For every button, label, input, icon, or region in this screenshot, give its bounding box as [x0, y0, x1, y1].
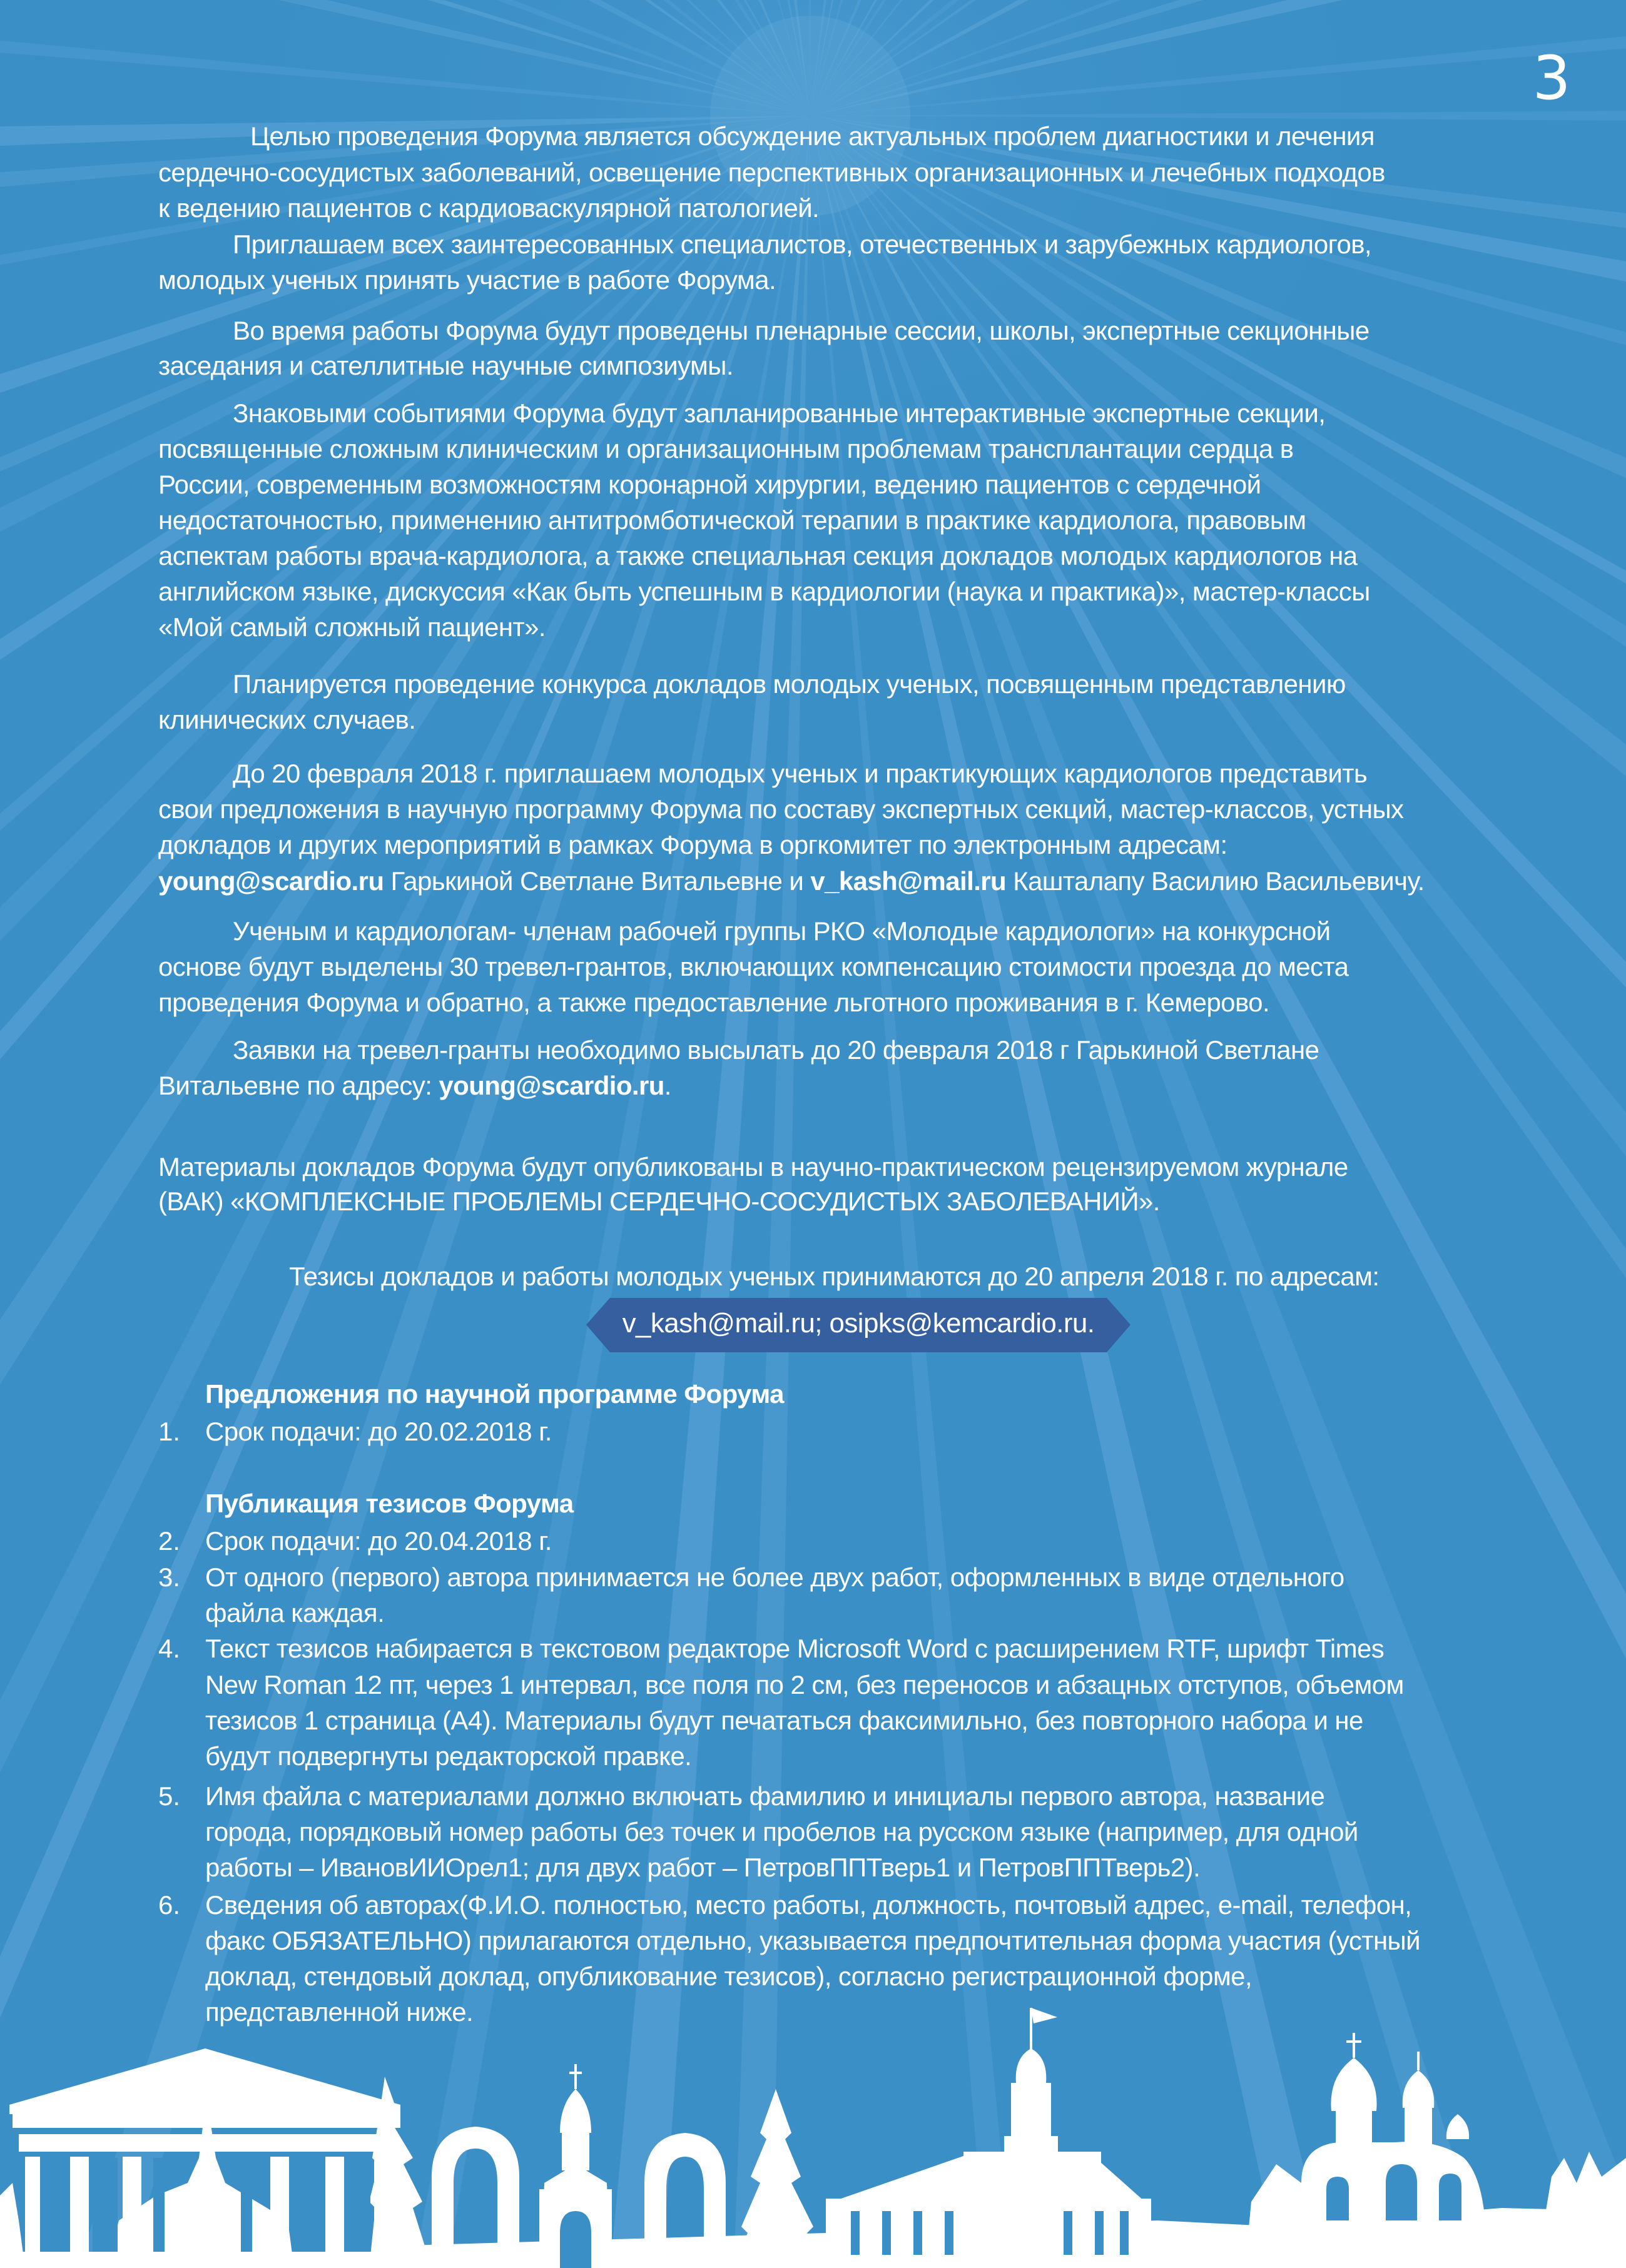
paragraph-5-line: клинических случаев.	[158, 705, 416, 734]
paragraph-8-line: Заявки на тревел-гранты необходимо высылать до 20 февраля 2018 г Гарькиной Светлане	[233, 1035, 1319, 1065]
list-item-line: От одного (первого) автора принимается не более двух работ, оформленных в виде отдельного	[205, 1562, 1344, 1592]
paragraph-6-line: свои предложения в научную программу Форума по составу экспертных секций, мастер-классов, устных	[158, 794, 1404, 824]
emails-badge	[586, 1298, 1131, 1352]
list-number: 1.	[158, 1417, 181, 1446]
paragraph-7-line: основе будут выделены 30 тревел-грантов, включающих компенсацию стоимости проезда до места	[158, 952, 1349, 981]
paragraph-4-line: Знаковыми событиями Форума будут запланированные интерактивные экспертные секции,	[233, 398, 1326, 428]
paragraph-1-line: сердечно-сосудистых заболеваний, освещение перспективных организационных и лечебных подходов	[158, 158, 1385, 187]
list-item-line: Сведения об авторах(Ф.И.О. полностью, место работы, должность, почтовый адрес, e-mail, телефон,	[205, 1890, 1412, 1920]
list-item-line: Срок подачи: до 20.02.2018 г.	[205, 1417, 552, 1446]
paragraph-3-line: заседания и сателлитные научные симпозиумы.	[158, 351, 733, 380]
paragraph-4-line: России, современным возможностям коронарной хирургии, ведению пациентов с сердечной	[158, 470, 1261, 499]
section-heading: Предложения по научной программе Форума	[205, 1379, 784, 1409]
list-number: 2.	[158, 1526, 181, 1556]
page-number: 3	[1532, 43, 1571, 113]
contact-text: Кашталапу Василию Васильевичу.	[1006, 866, 1425, 896]
list-item-line: Имя файла с материалами должно включать фамилию и инициалы первого автора, название	[205, 1781, 1325, 1811]
contact-text: Гарькиной Светлане Витальевне и	[384, 866, 811, 896]
list-item-line: тезисов 1 страница (А4). Материалы будут печататься факсимильно, без повторного набора и не	[205, 1706, 1363, 1735]
contact-line	[158, 1070, 671, 1101]
theses-intro: Тезисы докладов и работы молодых ученых принимаются до 20 апреля 2018 г. по адресам:	[289, 1262, 1380, 1291]
list-number: 4.	[158, 1634, 181, 1663]
paragraph-6-line: докладов и других мероприятий в рамках Форума в оргкомитет по электронным адресам:	[158, 830, 1227, 859]
paragraph-4-line: «Мой самый сложный пациент».	[158, 612, 546, 642]
paragraph-4-line: английском языке, дискуссия «Как быть успешным в кардиологии (наука и практика)», мастер-классы	[158, 577, 1370, 606]
email-link-kash[interactable]: v_kash@mail.ru	[810, 866, 1007, 896]
paragraph-6-line: До 20 февраля 2018 г. приглашаем молодых ученых и практикующих кардиологов представить	[233, 759, 1368, 788]
badge-emails-text[interactable]: v_kash@mail.ru; osipks@kemcardio.ru.	[622, 1308, 1095, 1339]
contact-text: .	[664, 1071, 671, 1100]
section-heading: Публикация тезисов Форума	[205, 1489, 574, 1518]
paragraph-2-line: молодых ученых принять участие в работе Форума.	[158, 265, 776, 295]
city-skyline-illustration	[0, 1995, 1626, 2268]
email-link-young[interactable]: young@scardio.ru	[439, 1071, 664, 1100]
paragraph-9-line: (ВАК) «КОМПЛЕКСНЫЕ ПРОБЛЕМЫ СЕРДЕЧНО-СОСУДИСТЫХ ЗАБОЛЕВАНИЙ».	[158, 1187, 1160, 1216]
paragraph-7-line: проведения Форума и обратно, а также предоставление льготного проживания в г. Кемерово.	[158, 988, 1270, 1017]
list-number: 3.	[158, 1562, 181, 1592]
list-item-line: Срок подачи: до 20.04.2018 г.	[205, 1526, 552, 1556]
paragraph-4-line: недостаточностью, применению антитромботической терапии в практике кардиолога, правовым	[158, 505, 1306, 535]
paragraph-4-line: аспектам работы врача-кардиолога, а также специальная секция докладов молодых кардиологов на	[158, 541, 1358, 570]
list-item-line: будут подвергнуты редакторской правке.	[205, 1741, 692, 1771]
paragraph-9-line: Материалы докладов Форума будут опубликованы в научно-практическом рецензируемом журнале	[158, 1152, 1348, 1182]
list-item-line: работы – ИвановИИОрел1; для двух работ – ПетровППТверь1 и ПетровППТверь2).	[205, 1853, 1201, 1882]
list-item-line: факс ОБЯЗАТЕЛЬНО) прилагаются отдельно, указывается предпочтительная форма участия (устный	[205, 1926, 1421, 1955]
list-number: 5.	[158, 1781, 181, 1811]
paragraph-1-line: Целью проведения Форума является обсуждение актуальных проблем диагностики и лечения	[250, 121, 1374, 151]
paragraph-1-line: к ведению пациентов с кардиоваскулярной патологией.	[158, 193, 820, 223]
contact-line	[158, 866, 1425, 897]
list-number: 6.	[158, 1890, 181, 1920]
list-item-line: Текст тезисов набирается в текстовом редакторе Microsoft Word с расширением RTF, шрифт Times	[205, 1634, 1385, 1663]
paragraph-7-line: Ученым и кардиологам- членам рабочей группы РКО «Молодые кардиологи» на конкурсной	[233, 916, 1331, 946]
list-item-line: файла каждая.	[205, 1598, 385, 1628]
contact-text: Витальевне по адресу:	[158, 1071, 439, 1100]
paragraph-4-line: посвященные сложным клиническим и организационным проблемам трансплантации сердца в	[158, 434, 1294, 463]
list-item-line: города, порядковый номер работы без точек и пробелов на русском языке (например, для одной	[205, 1817, 1358, 1846]
paragraph-2-line: Приглашаем всех заинтересованных специалистов, отечественных и зарубежных кардиологов,	[233, 230, 1372, 259]
list-item-line: New Roman 12 пт, через 1 интервал, все поля по 2 см, без переносов и абзацных отступов, объемом	[205, 1670, 1404, 1699]
email-link-young[interactable]: young@scardio.ru	[158, 866, 384, 896]
list-item-line: представленной ниже.	[205, 1997, 474, 2027]
list-item-line: доклад, стендовый доклад, опубликование тезисов), согласно регистрационной форме,	[205, 1962, 1252, 1991]
paragraph-3-line: Во время работы Форума будут проведены пленарные сессии, школы, экспертные секционные	[233, 316, 1369, 345]
paragraph-5-line: Планируется проведение конкурса докладов молодых ученых, посвященным представлению	[233, 669, 1346, 699]
